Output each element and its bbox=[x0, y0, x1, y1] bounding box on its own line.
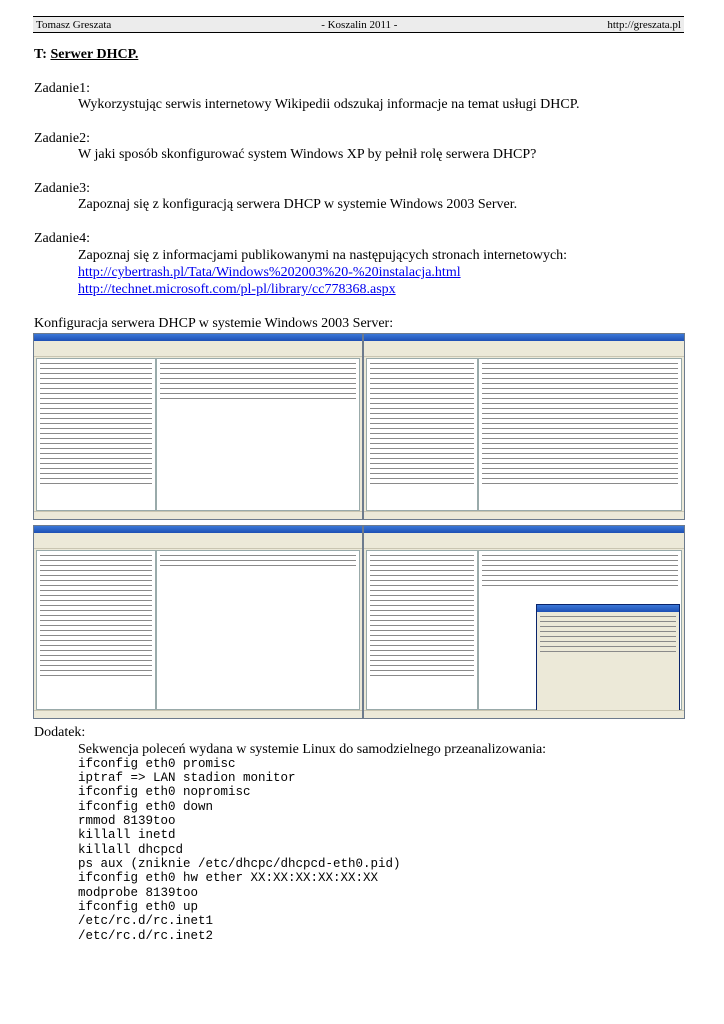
details-list bbox=[156, 550, 360, 710]
addendum-label: Dodatek: bbox=[34, 725, 86, 740]
page-title: T: Serwer DHCP. bbox=[34, 47, 139, 62]
task-4-label: Zadanie4: bbox=[34, 231, 90, 246]
task-3-text: Zapoznaj się z konfiguracją serwera DHCP w systemie Windows 2003 Server. bbox=[78, 197, 518, 212]
task-2-label: Zadanie2: bbox=[34, 131, 90, 146]
header-author: Tomasz Greszata bbox=[36, 18, 112, 31]
window-statusbar bbox=[364, 511, 684, 519]
window-menubar bbox=[364, 533, 684, 540]
command-line: rmmod 8139too bbox=[78, 814, 176, 828]
command-line: ifconfig eth0 hw ether XX:XX:XX:XX:XX:XX bbox=[78, 871, 379, 885]
title-subject: Serwer DHCP. bbox=[50, 47, 139, 62]
screenshot-dhcp-leases bbox=[363, 333, 685, 520]
window-menubar bbox=[364, 341, 684, 348]
command-line: /etc/rc.d/rc.inet1 bbox=[78, 914, 214, 928]
command-line: ifconfig eth0 down bbox=[78, 800, 214, 814]
addendum-intro: Sekwencja poleceń wydana w systemie Linux do samodzielnego przeanalizowania: bbox=[78, 742, 547, 757]
console-tree bbox=[366, 358, 478, 511]
command-line: /etc/rc.d/rc.inet2 bbox=[78, 929, 214, 943]
details-list bbox=[156, 358, 360, 511]
window-toolbar bbox=[364, 540, 684, 549]
window-toolbar bbox=[34, 348, 362, 357]
task-1-label: Zadanie1: bbox=[34, 81, 90, 96]
screenshot-dhcp-options bbox=[33, 333, 363, 520]
window-statusbar bbox=[364, 710, 684, 718]
command-line: ifconfig eth0 up bbox=[78, 900, 199, 914]
window-menubar bbox=[34, 341, 362, 348]
command-line: killall dhcpcd bbox=[78, 843, 184, 857]
task-1-text: Wykorzystując serwis internetowy Wikipedii odszukaj informacje na temat usługi DHCP. bbox=[78, 97, 580, 112]
link-cybertrash[interactable]: http://cybertrash.pl/Tata/Windows%202003%20-%20instalacja.html bbox=[78, 265, 461, 280]
command-line: ifconfig eth0 nopromisc bbox=[78, 785, 251, 799]
window-statusbar bbox=[34, 511, 362, 519]
window-toolbar bbox=[364, 348, 684, 357]
header-place: - Koszalin 2011 - bbox=[321, 18, 398, 31]
link-technet[interactable]: http://technet.microsoft.com/pl-pl/library/cc778368.aspx bbox=[78, 282, 396, 297]
window-toolbar bbox=[34, 540, 362, 549]
console-tree bbox=[36, 550, 156, 710]
command-line: ifconfig eth0 promisc bbox=[78, 757, 236, 771]
config-heading: Konfiguracja serwera DHCP w systemie Windows 2003 Server: bbox=[34, 316, 394, 331]
window-statusbar bbox=[34, 710, 362, 718]
window-titlebar bbox=[34, 526, 362, 533]
task-4-text: Zapoznaj się z informacjami publikowanymi na następujących stronach internetowych: bbox=[78, 248, 568, 263]
window-menubar bbox=[34, 533, 362, 540]
command-line: iptraf => LAN stadion monitor bbox=[78, 771, 296, 785]
screenshot-dhcp-address-pool bbox=[33, 525, 363, 719]
command-line: killall inetd bbox=[78, 828, 176, 842]
details-list bbox=[478, 358, 682, 511]
task-2-text: W jaki sposób skonfigurować system Windows XP by pełnił rolę serwera DHCP? bbox=[78, 147, 537, 162]
window-titlebar bbox=[34, 334, 362, 341]
window-titlebar bbox=[364, 334, 684, 341]
console-tree bbox=[366, 550, 478, 710]
task-3-label: Zadanie3: bbox=[34, 181, 90, 196]
window-titlebar bbox=[364, 526, 684, 533]
screenshot-dhcp-reservation bbox=[363, 525, 685, 719]
reservation-properties-dialog bbox=[536, 604, 680, 718]
page-header bbox=[33, 16, 684, 33]
console-tree bbox=[36, 358, 156, 511]
command-line: modprobe 8139too bbox=[78, 886, 199, 900]
command-line: ps aux (zniknie /etc/dhcpc/dhcpcd-eth0.pid) bbox=[78, 857, 401, 871]
header-url: http://greszata.pl bbox=[607, 18, 681, 31]
dialog-titlebar bbox=[537, 605, 679, 612]
